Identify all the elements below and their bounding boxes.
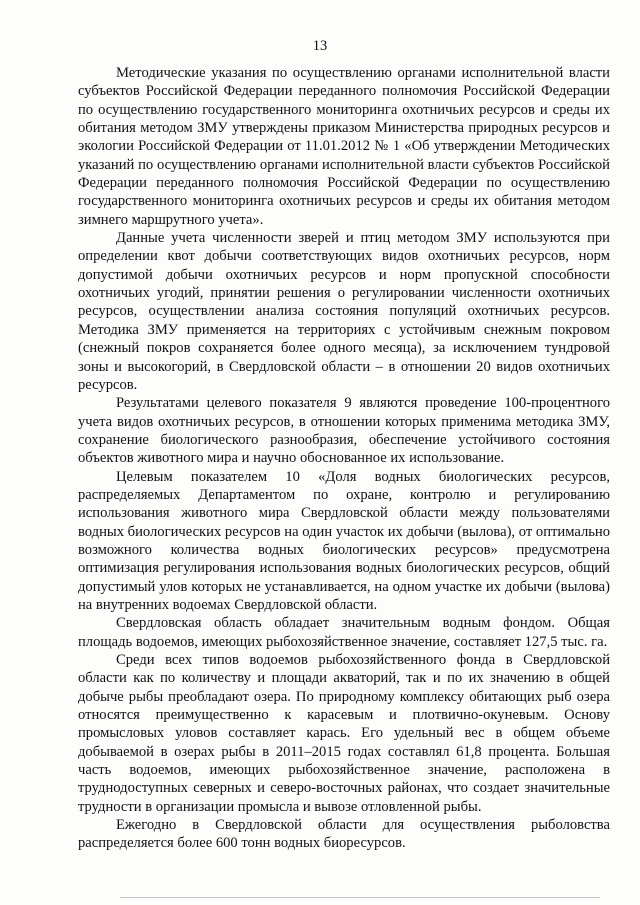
paragraph-methodology: Методические указания по осуществлению органами исполнительной власти субъектов Российской Федерации переданного полномочия Российской Федерации по осуществлению государственного мониторинга охотничьих ресурсов и среды их обитания методом ЗМУ утверждены приказом Министерства природных ресурсов и экологии Российской Федерации от 11.01.2012 № 1 «Об утверждении Методических указаний по осуществлению органами исполнительной власти субъектов Российской Федерации переданного полномочия Российской Федерации по осуществлению государственного мониторинга охотничьих ресурсов и среды их обитания методом зимнего маршрутного учета». <box>78 65 610 228</box>
paragraph-target-indicator-9: Результатами целевого показателя 9 являются проведение 100-процентного учета видов охотничьих ресурсов, в отношении которых применима методика ЗМУ, сохранение биологического разнообразия, обеспечение устойчивого состояния объектов животного мира и научно обоснованное их использование. <box>78 395 610 467</box>
page-number: 13 <box>312 38 328 54</box>
paragraph-annual-distribution: Ежегодно в Свердловской области для осуществления рыболовства распределяется более 600 тонн водных биоресурсов. <box>78 817 610 852</box>
paragraph-census-data-usage: Данные учета численности зверей и птиц методом ЗМУ используются при определении квот добычи соответствующих видов охотничьих ресурсов, норм допустимой добычи охотничьих ресурсов и норм пропускной способности охотничьих угодий, принятии решения о регулировании численности охотничьих ресурсов, осуществлении анализа состояния популяций охотничьих ресурсов. Методика ЗМУ применяется на территориях с устойчивым снежным покровом (снежный покров сохраняется более одного месяца), за исключением тундровой зоны и высокогорий, в Свердловской области – в отношении 20 видов охотничьих ресурсов. <box>78 230 610 393</box>
footer-divider <box>120 897 600 898</box>
paragraph-water-fund: Свердловская область обладает значительным водным фондом. Общая площадь водоемов, имеющих рыбохозяйственное значение, составляет 127,5 тыс. га. <box>78 615 610 650</box>
paragraph-target-indicator-10: Целевым показателем 10 «Доля водных биологических ресурсов, распределяемых Департаментом по охране, контролю и регулированию использования животного мира Свердловской области между пользователями водных биологических ресурсов на один участок их добычи (вылова), от оптимально возможного количества водных биологических ресурсов» предусмотрена оптимизация регулирования использования водных биологических ресурсов, общий допустимый улов которых не устанавливается, на одном участке их добычи (вылова) на внутренних водоемах Свердловской области. <box>78 468 610 613</box>
paragraph-lakes-fishing: Среди всех типов водоемов рыбохозяйственного фонда в Свердловской области как по количеству и площади акваторий, так и по их значению в общей добыче рыбы преобладают озера. По природному комплексу обитающих рыб озера относятся преимущественно к карасевым и плотвично-окуневым. Основу промысловых уловов составляет карась. Его удельный вес в общем объеме добываемой в озерах рыбы в 2011–2015 годах составлял 61,8 процента. Большая часть водоемов, имеющих рыбохозяйственное значение, расположена в труднодоступных северных и северо-восточных районах, что создает значительные трудности в организации промысла и вывозе отловленной рыбы. <box>78 652 610 815</box>
document-body <box>78 64 610 853</box>
